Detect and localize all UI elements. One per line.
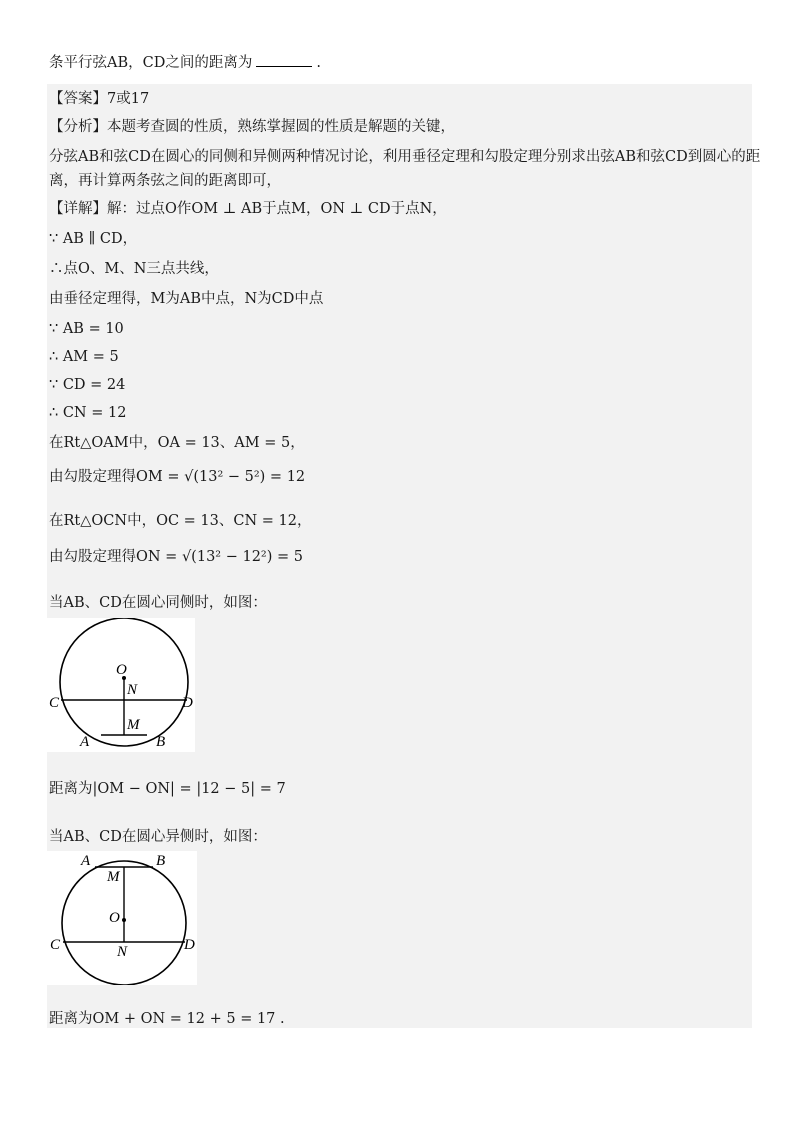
label-o: O bbox=[109, 910, 120, 926]
detail-line-7: ∵ CD = 24 bbox=[49, 377, 126, 393]
answer-blank bbox=[256, 52, 312, 67]
label-a: A bbox=[80, 734, 90, 750]
label-d: D bbox=[184, 937, 195, 953]
analysis-line-3: 离，再计算两条弦之间的距离即可， bbox=[49, 173, 281, 189]
label-m: M bbox=[127, 717, 140, 733]
detail-line-11: 在Rt△OCN中，OC = 13、CN = 12， bbox=[49, 513, 312, 529]
figure-same-side bbox=[47, 618, 195, 752]
figure-opposite-side-svg bbox=[47, 851, 197, 985]
detail-line-4: 由垂径定理得，M为AB中点，N为CD中点 bbox=[49, 291, 324, 307]
label-n: N bbox=[117, 944, 128, 960]
label-c: C bbox=[49, 695, 60, 711]
detail-line-1: 【详解】解：过点O作OM ⊥ AB于点M，ON ⊥ CD于点N， bbox=[49, 201, 447, 217]
case-1-heading: 当AB、CD在圆心同侧时，如图： bbox=[49, 595, 267, 611]
distance-same-side: 距离为|OM − ON| = |12 − 5| = 7 bbox=[49, 781, 286, 797]
center-dot bbox=[122, 918, 126, 922]
answer-line: 【答案】7或17 bbox=[49, 91, 150, 107]
label-b: B bbox=[156, 853, 166, 869]
analysis-line-1: 【分析】本题考查圆的性质，熟练掌握圆的性质是解题的关键， bbox=[49, 119, 455, 135]
label-c: C bbox=[50, 937, 61, 953]
detail-line-10: 由勾股定理得OM = √(13² − 5²) = 12 bbox=[49, 469, 306, 485]
figure-opposite-side bbox=[47, 851, 197, 985]
detail-line-2: ∵ AB ∥ CD， bbox=[49, 231, 138, 247]
label-a: A bbox=[81, 853, 91, 869]
detail-line-12: 由勾股定理得ON = √(13² − 12²) = 5 bbox=[49, 549, 303, 565]
figure-same-side-svg bbox=[47, 618, 195, 752]
detail-line-3: ∴点O、M、N三点共线， bbox=[49, 261, 219, 277]
question-end: . bbox=[316, 55, 321, 71]
detail-line-6: ∴ AM = 5 bbox=[49, 349, 119, 365]
label-b: B bbox=[156, 734, 166, 750]
detail-line-8: ∴ CN = 12 bbox=[49, 405, 127, 421]
label-n: N bbox=[127, 682, 138, 698]
label-d: D bbox=[182, 695, 193, 711]
detail-line-5: ∵ AB = 10 bbox=[49, 321, 124, 337]
case-2-heading: 当AB、CD在圆心异侧时，如图： bbox=[49, 829, 267, 845]
question-tail bbox=[49, 52, 321, 74]
label-o: O bbox=[116, 662, 127, 678]
distance-opposite-side: 距离为OM + ON = 12 + 5 = 17 . bbox=[49, 1011, 285, 1027]
detail-line-9: 在Rt△OAM中，OA = 13、AM = 5， bbox=[49, 435, 305, 451]
label-m: M bbox=[107, 869, 120, 885]
question-text: 条平行弦AB，CD之间的距离为 bbox=[49, 55, 253, 71]
analysis-line-2: 分弦AB和弦CD在圆心的同侧和异侧两种情况讨论，利用垂径定理和勾股定理分别求出弦AB和弦CD到圆心的距 bbox=[49, 149, 761, 165]
